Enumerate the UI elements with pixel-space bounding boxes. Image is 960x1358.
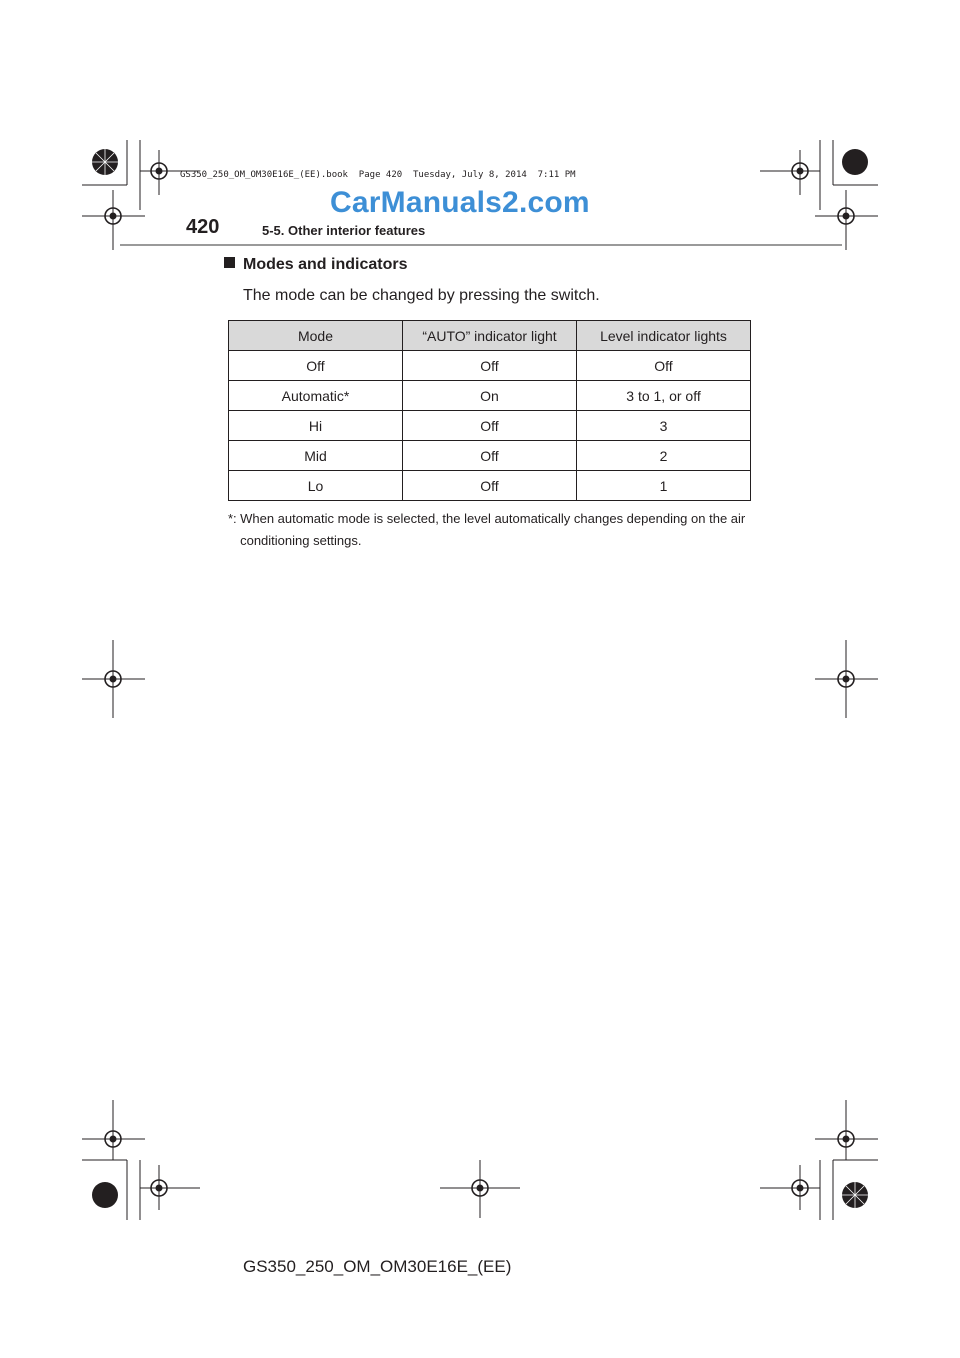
footnote-text: When automatic mode is selected, the level automatically changes depending on the air conditioning settings. — [240, 511, 746, 548]
table-row — [229, 441, 751, 471]
table-cell: Off — [577, 351, 751, 381]
table-row — [229, 351, 751, 381]
table-row — [229, 381, 751, 411]
footnote-marker: *: — [228, 511, 237, 526]
table-cell: Lo — [229, 471, 403, 501]
watermark-logo: CarManuals2.com — [330, 186, 590, 219]
footer-document-code: GS350_250_OM_OM30E16E_(EE) — [243, 1257, 512, 1276]
page-number: 420 — [186, 216, 220, 238]
section-heading — [224, 256, 407, 274]
heading-text: Modes and indicators — [243, 256, 408, 273]
table-cell: Hi — [229, 411, 403, 441]
table-cell: 3 to 1, or off — [577, 381, 751, 411]
intro-paragraph: The mode can be changed by pressing the switch. — [243, 287, 600, 304]
table-cell: Automatic* — [229, 381, 403, 411]
table-cell: Off — [403, 471, 577, 501]
print-book-info: GS350_250_OM_OM30E16E_(EE).book Page 420 Tuesday, July 8, 2014 7:11 PM — [180, 170, 576, 180]
table-row — [229, 411, 751, 441]
section-title: 5-5. Other interior features — [262, 223, 426, 238]
modes-table — [228, 320, 751, 501]
table-cell: Off — [403, 351, 577, 381]
table-cell: Off — [403, 411, 577, 441]
table-header-row — [229, 321, 751, 351]
table-row — [229, 471, 751, 501]
table-cell: 2 — [577, 441, 751, 471]
footnote — [228, 508, 748, 552]
table-cell: Off — [403, 441, 577, 471]
table-cell: Off — [229, 351, 403, 381]
table-cell: 3 — [577, 411, 751, 441]
square-bullet-icon — [224, 257, 235, 268]
table-cell: On — [403, 381, 577, 411]
column-header-auto-indicator: “AUTO” indicator light — [403, 321, 577, 351]
column-header-level-indicator: Level indicator lights — [577, 321, 751, 351]
table-cell: 1 — [577, 471, 751, 501]
header-rule — [120, 244, 842, 246]
column-header-mode: Mode — [229, 321, 403, 351]
table-cell: Mid — [229, 441, 403, 471]
